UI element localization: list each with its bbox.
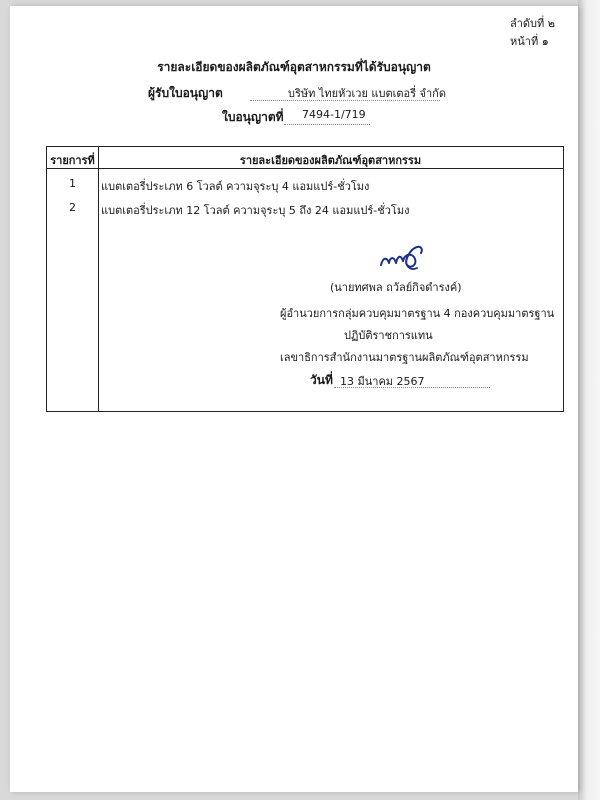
table-header-item-no: รายการที่ xyxy=(50,154,95,167)
signature-image xyxy=(377,239,437,275)
table-row-1-no: 1 xyxy=(69,177,76,190)
document-page xyxy=(10,6,578,792)
product-table xyxy=(46,146,564,412)
license-dotted-line xyxy=(284,124,370,125)
page-edge-shadow xyxy=(578,0,600,800)
license-number-value: 7494-1/719 xyxy=(302,108,366,121)
licensee-label: ผู้รับใบอนุญาต xyxy=(148,86,223,100)
order-number: ลำดับที่ ๒ xyxy=(510,17,556,30)
document-title: รายละเอียดของผลิตภัณฑ์อุตสาหกรรมที่ได้รับอนุญาต xyxy=(157,60,431,74)
date-dotted-line xyxy=(334,387,490,388)
table-header-detail: รายละเอียดของผลิตภัณฑ์อุตสาหกรรม xyxy=(239,154,422,167)
table-column-divider xyxy=(98,147,99,411)
table-row-2-no: 2 xyxy=(69,201,76,214)
date-label: วันที่ xyxy=(310,373,333,387)
secretary-general-title: เลขาธิการสำนักงานมาตรฐานผลิตภัณฑ์อุตสาหกรรม xyxy=(280,351,529,364)
table-row-2-detail: แบตเตอรี่ประเภท 12 โวลต์ ความจุระบุ 5 ถึง 24 แอมแปร์-ชั่วโมง xyxy=(101,204,410,217)
page-number: หน้าที่ ๑ xyxy=(510,35,549,48)
licensee-value: บริษัท ไทยหัวเวย แบตเตอรี่ จำกัด xyxy=(288,87,446,100)
date-value: 13 มีนาคม 2567 xyxy=(340,375,425,388)
acting-on-behalf: ปฏิบัติราชการแทน xyxy=(344,329,433,342)
signatory-name: (นายทศพล ถวัลย์กิจดำรงค์) xyxy=(330,281,462,294)
table-row-1-detail: แบตเตอรี่ประเภท 6 โวลต์ ความจุระบุ 4 แอมแปร์-ชั่วโมง xyxy=(101,180,370,193)
licensee-dotted-line xyxy=(250,100,440,101)
license-number-label: ใบอนุญาตที่ xyxy=(222,110,284,124)
signatory-position: ผู้อำนวยการกลุ่มควบคุมมาตรฐาน 4 กองควบคุมมาตรฐาน xyxy=(280,307,555,320)
